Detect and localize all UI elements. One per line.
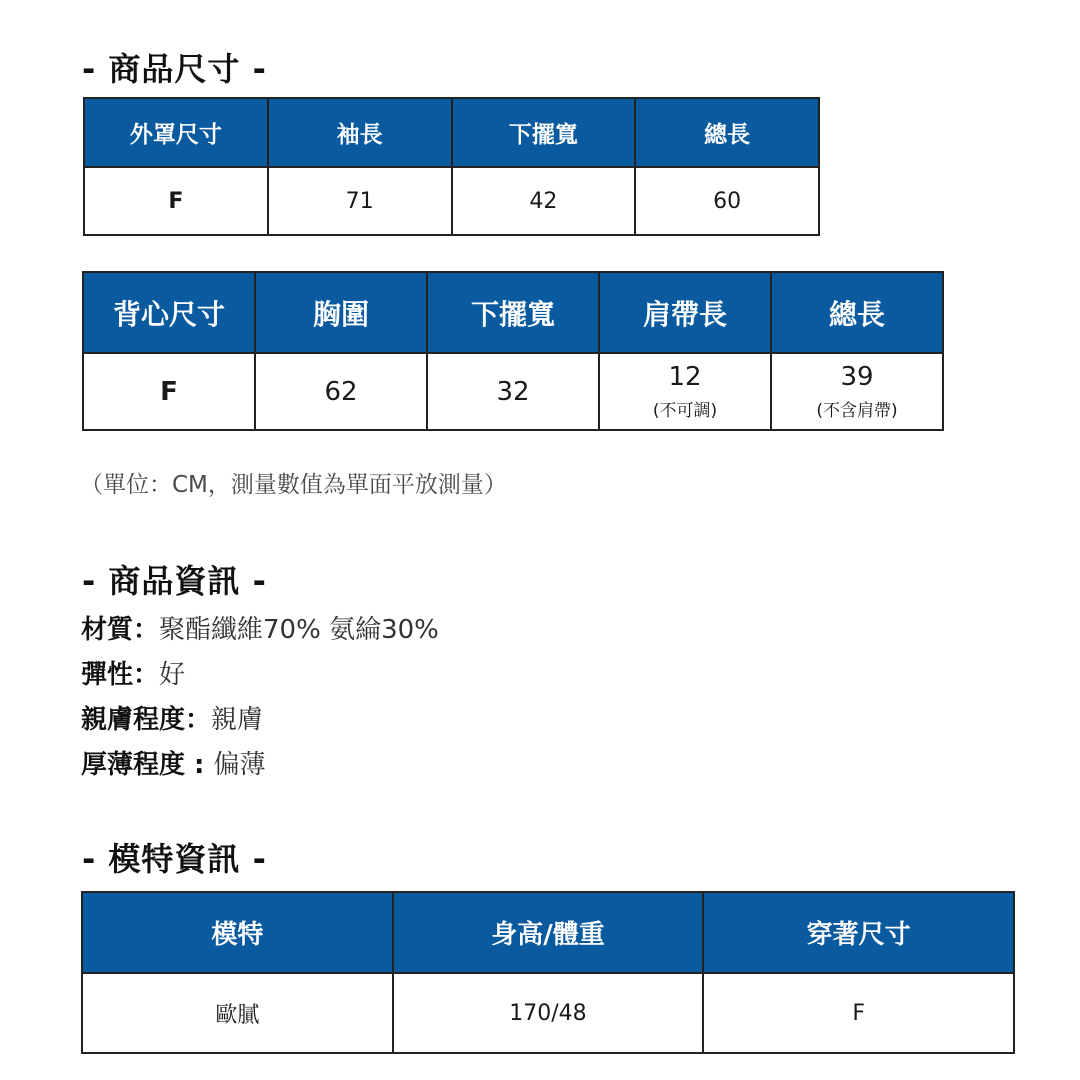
list-item — [81, 655, 439, 700]
product-info-list — [81, 610, 439, 790]
total-length-value: 39 — [840, 362, 874, 392]
hem-width-value: 32 — [427, 353, 599, 430]
list-item — [81, 610, 439, 655]
sleeve-length-value: 71 — [268, 167, 452, 235]
elasticity-value: 好 — [159, 660, 186, 690]
hem-width-value: 42 — [452, 167, 636, 235]
material-value: 聚酯纖維70% 氨綸30% — [159, 615, 439, 645]
strap-note: (不可調) — [652, 401, 718, 421]
skin-friendliness-label: 親膚程度： — [81, 705, 212, 735]
model-info-table — [81, 891, 1015, 1054]
vest-size-table — [82, 271, 944, 431]
list-item — [81, 700, 439, 745]
chest-value: 62 — [255, 353, 427, 430]
length-note: (不含肩帶) — [816, 401, 898, 421]
total-length-header: 總長 — [771, 272, 943, 353]
strap-length-cell — [599, 353, 771, 430]
jacket-size-table — [83, 97, 820, 236]
sleeve-length-header: 袖長 — [268, 98, 452, 167]
table-header-row — [82, 892, 1014, 973]
total-length-value: 60 — [635, 167, 819, 235]
strap-length-value: 12 — [668, 362, 702, 392]
height-weight-value: 170/48 — [393, 973, 704, 1053]
hem-width-header: 下擺寬 — [452, 98, 636, 167]
vest-size-header: 背心尺寸 — [83, 272, 255, 353]
total-length-header: 總長 — [635, 98, 819, 167]
list-item — [81, 745, 439, 790]
total-length-cell — [771, 353, 943, 430]
chest-header: 胸圍 — [255, 272, 427, 353]
vest-size-value: F — [83, 353, 255, 430]
model-name-value: 歐膩 — [82, 973, 393, 1053]
strap-length-header: 肩帶長 — [599, 272, 771, 353]
worn-size-header: 穿著尺寸 — [703, 892, 1014, 973]
material-label: 材質： — [81, 615, 160, 645]
thickness-value: 偏薄 — [213, 750, 266, 780]
table-header-row — [84, 98, 819, 167]
table-row — [84, 167, 819, 235]
table-row — [82, 973, 1014, 1053]
hem-width-header: 下擺寬 — [427, 272, 599, 353]
skin-friendliness-value: 親膚 — [211, 705, 264, 735]
table-header-row — [83, 272, 943, 353]
info-section-title: - 商品資訊 - — [82, 562, 267, 600]
jacket-size-header: 外罩尺寸 — [84, 98, 268, 167]
elasticity-label: 彈性： — [81, 660, 160, 690]
unit-note: （單位：CM，測量數值為單面平放測量） — [80, 472, 507, 498]
height-weight-header: 身高/體重 — [393, 892, 704, 973]
worn-size-value: F — [703, 973, 1014, 1053]
size-section-title: - 商品尺寸 - — [82, 50, 267, 88]
table-row — [83, 353, 943, 430]
jacket-size-value: F — [84, 167, 268, 235]
model-header: 模特 — [82, 892, 393, 973]
thickness-label: 厚薄程度 : — [81, 750, 214, 780]
model-section-title: - 模特資訊 - — [82, 840, 267, 878]
